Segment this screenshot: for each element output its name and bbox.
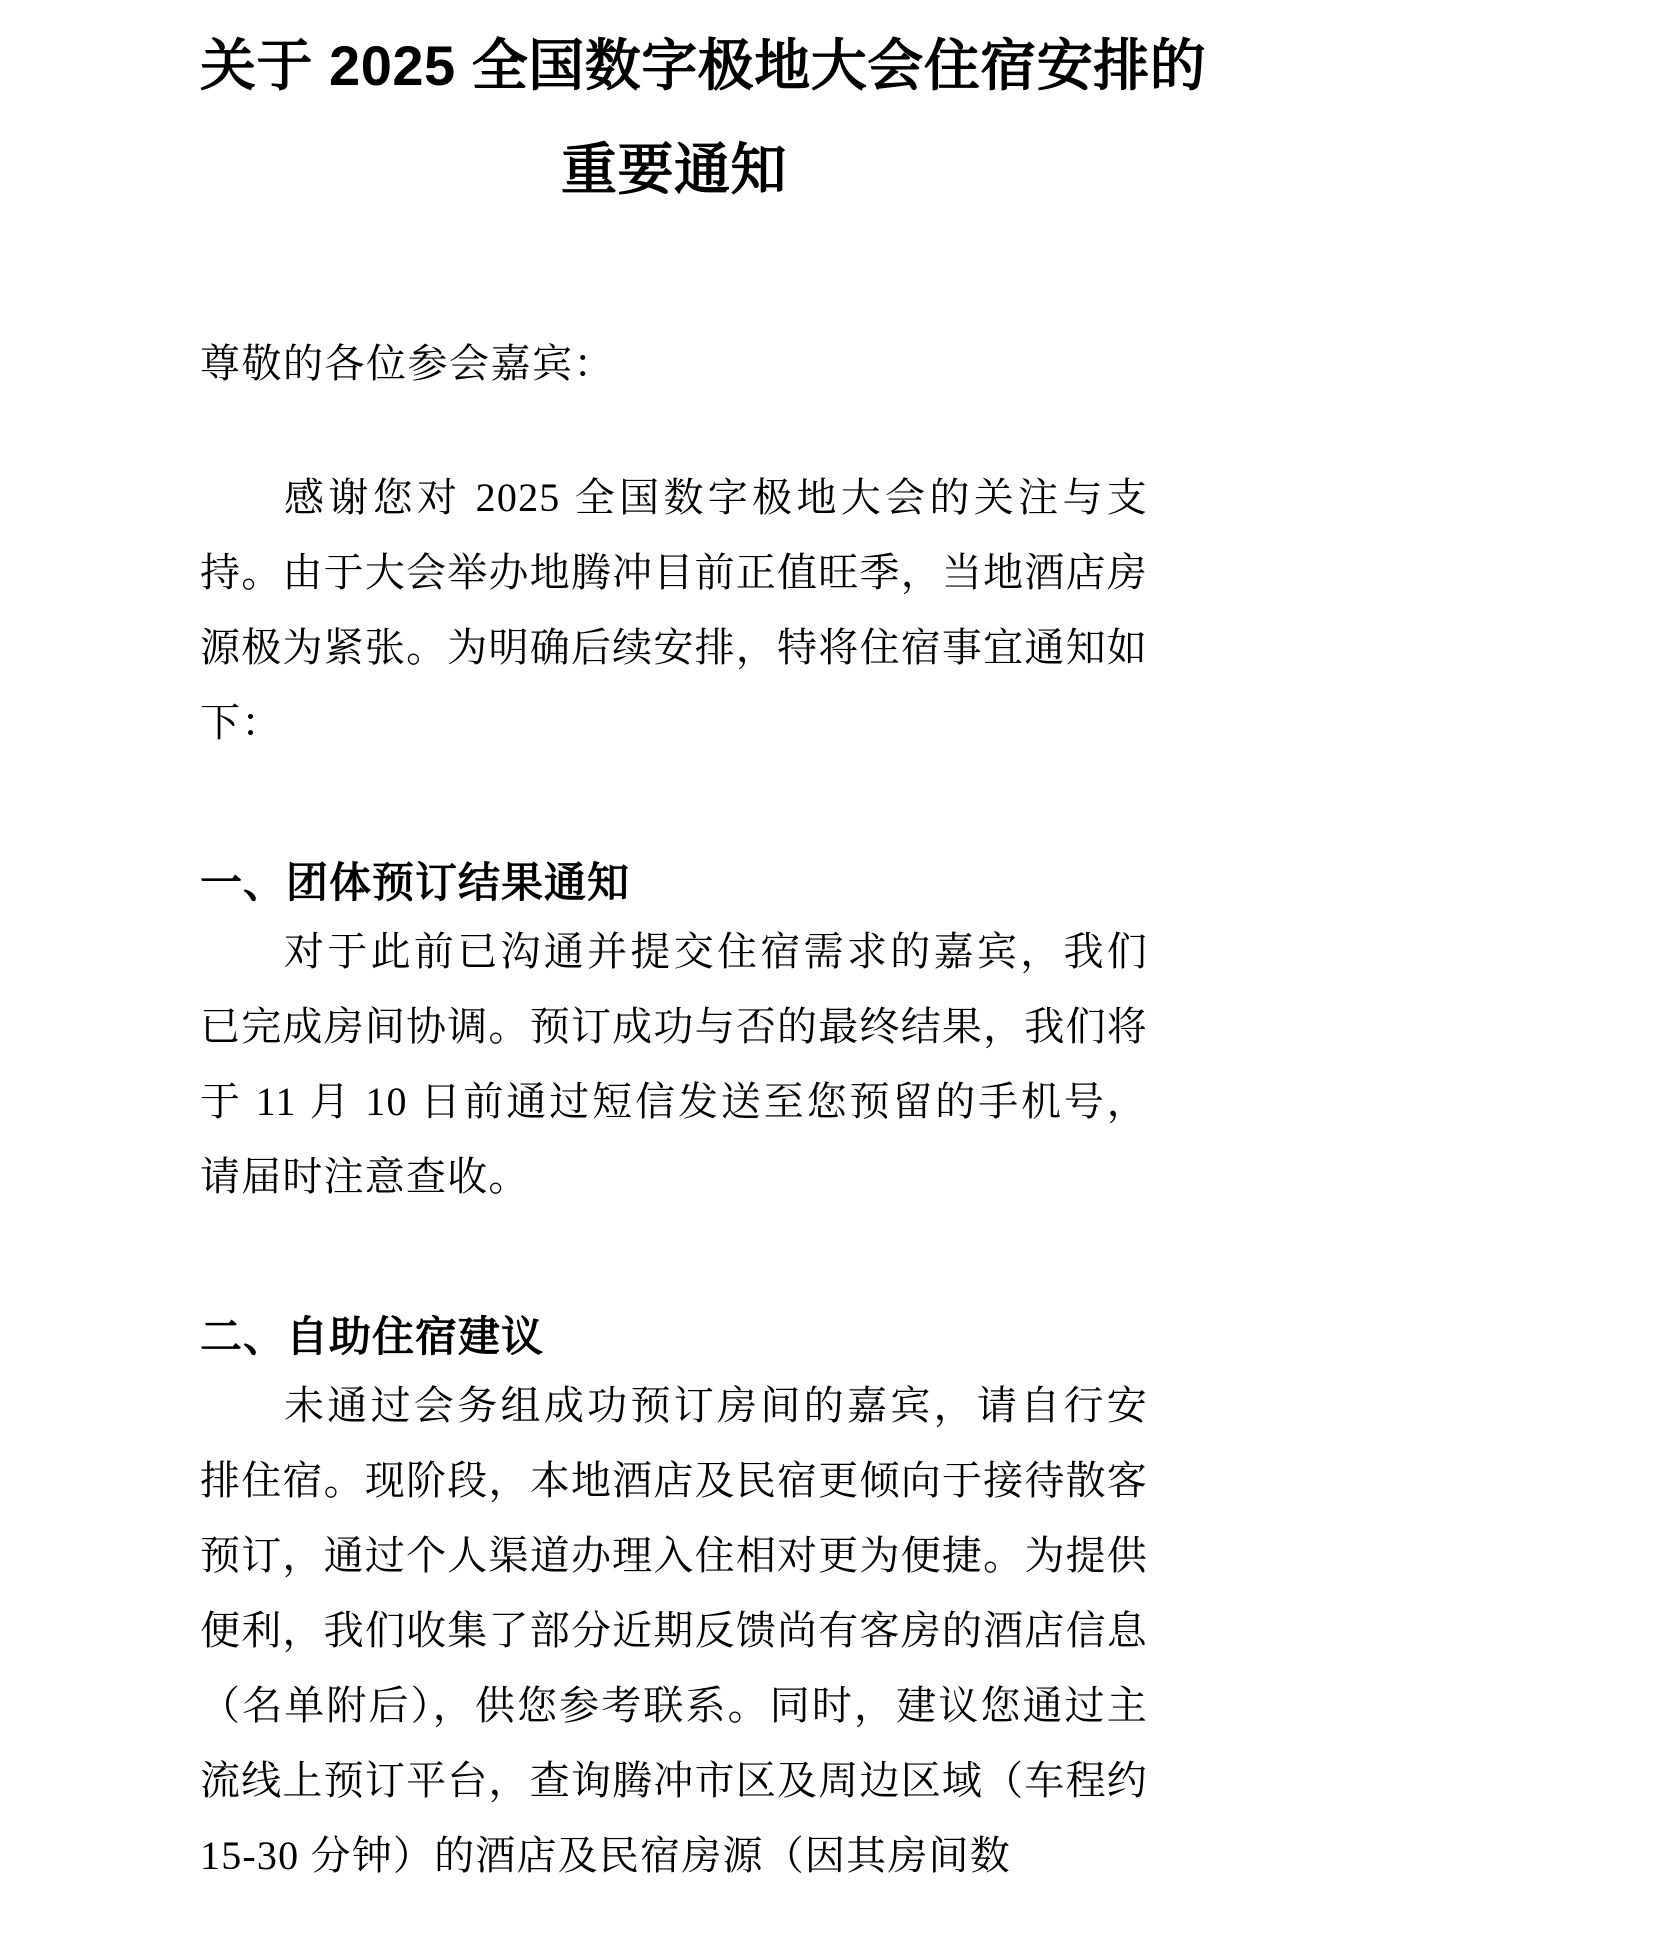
section-heading-1: 一、团体预订结果通知 [200, 859, 631, 906]
section-heading-2: 二、自助住宿建议 [200, 1313, 545, 1360]
document-title [200, 0, 1207, 222]
document-content [200, 0, 1207, 1893]
spacer-before-section-1 [200, 760, 1148, 852]
document-title-line-1: 关于 2025 全国数字极地大会住宿安排的 [200, 34, 1207, 97]
document-title-line-2: 重要通知 [561, 138, 787, 201]
spacer-after-salutation [200, 400, 1148, 460]
section-body-2: 未通过会务组成功预订房间的嘉宾，请自行安排住宿。现阶段，本地酒店及民宿更倾向于接待散客预订，通过个人渠道办理入住相对更为便捷。为提供便利，我们收集了部分近期反馈尚有客房的酒店信息（名单附后），供您参考联系。同时，建议您通过主流线上预订平台，查询腾冲市区及周边区域（车程约 15-30 分钟）的酒店及民宿房源（因其房间数 [200, 1383, 1148, 1878]
salutation: 尊敬的各位参会嘉宾： [200, 341, 615, 386]
section-body-1: 对于此前已沟通并提交住宿需求的嘉宾，我们已完成房间协调。预订成功与否的最终结果，我们将于 11 月 10 日前通过短信发送至您预留的手机号，请届时注意查收。 [200, 929, 1148, 1199]
intro-paragraph: 感谢您对 2025 全国数字极地大会的关注与支持。由于大会举办地腾冲目前正值旺季，当地酒店房源极为紧张。为明确后续安排，特将住宿事宜通知如下： [200, 475, 1148, 745]
spacer-before-section-2 [200, 1214, 1148, 1306]
